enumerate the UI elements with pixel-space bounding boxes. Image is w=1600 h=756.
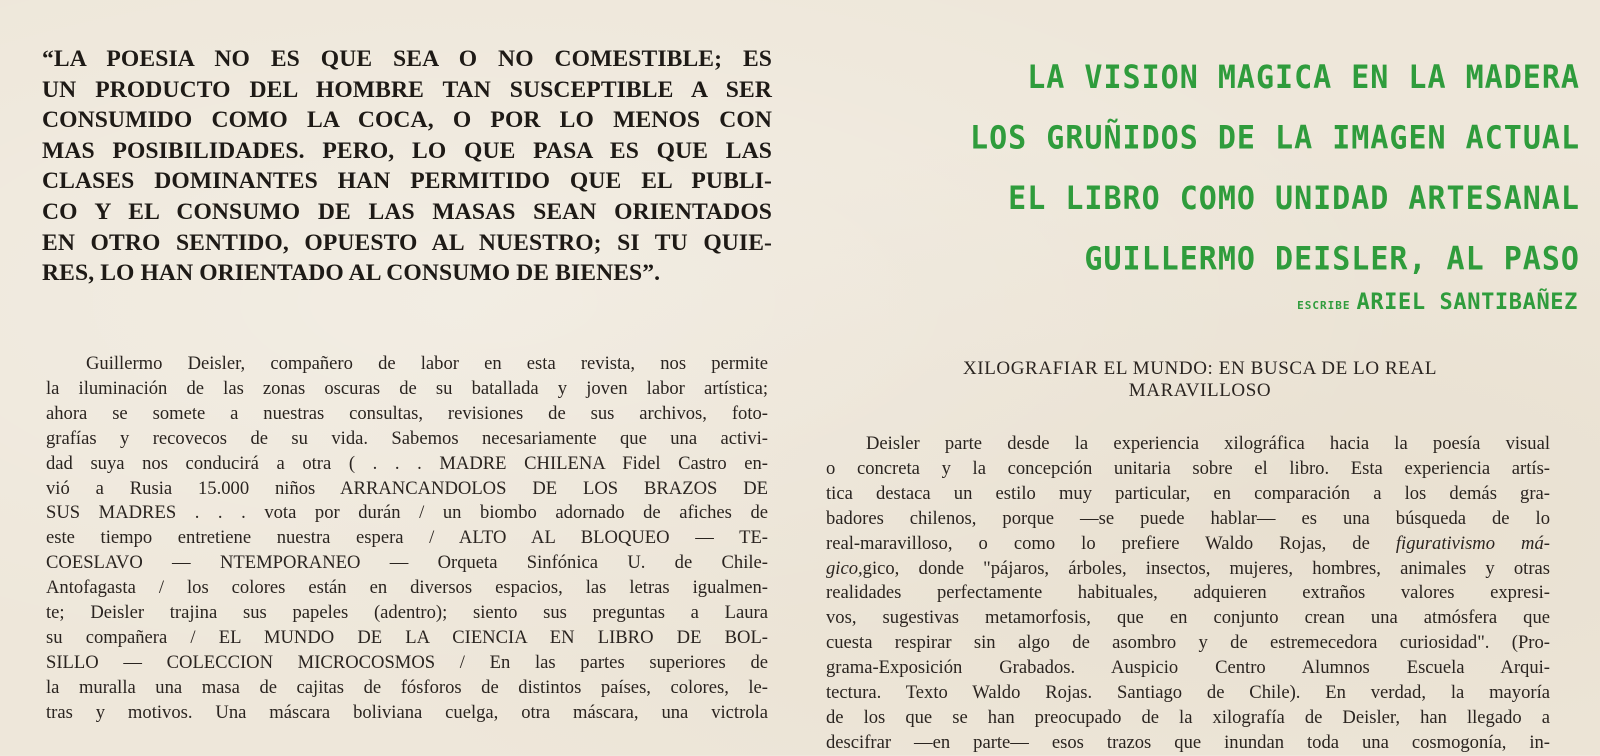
body-line: de los que se han preocupado de la xilografía de Deisler, han llegado a: [826, 706, 1550, 728]
article-body-right: [826, 432, 1550, 756]
body-line: Deisler parte desde la experiencia xilográfica hacia la poesía visual: [866, 433, 1550, 454]
body-line: este tiempo entretiene nuestra espera / ALTO AL BLOQUEO — TE-: [46, 527, 768, 549]
body-line: tectura. Texto Waldo Rojas. Santiago de Chile). En verdad, la mayoría: [826, 682, 1550, 704]
section-heading-line: XILOGRAFIAR EL MUNDO: EN BUSCA DE LO REAL: [962, 358, 1438, 379]
italic-phrase: figurativismo má-: [1395, 532, 1550, 554]
body-line: dad suya nos conducirá a otra ( . . . MADRE CHILENA Fidel Castro en-: [46, 452, 768, 474]
body-line: o concreta y la concepción unitaria sobre el libro. Esta experiencia artís-: [826, 457, 1550, 479]
italic-phrase: gico,: [826, 557, 863, 579]
quote-line: CO Y EL CONSUMO DE LAS MASAS SEAN ORIENTADOS: [42, 198, 772, 225]
quote-line: CLASES DOMINANTES HAN PERMITIDO QUE EL PUBLI-: [42, 168, 772, 195]
headline-line: EL LIBRO COMO UNIDAD ARTESANAL: [1008, 179, 1580, 218]
body-line: badores chilenos, porque —se puede hablar— es una búsqueda de lo: [826, 507, 1550, 529]
quote-line: RES, LO HAN ORIENTADO AL CONSUMO DE BIENES”.: [42, 260, 661, 287]
body-line: grafías y recovecos de su vida. Sabemos necesariamente que una activi-: [46, 427, 768, 449]
quote-line: EN OTRO SENTIDO, OPUESTO AL NUESTRO; SI TU QUIE-: [42, 229, 772, 256]
body-line: [826, 557, 1550, 582]
body-line: vos, sugestivas metamorfosis, que en conjunto crean una atmósfera que: [826, 607, 1550, 629]
body-line: la iluminación de las zonas oscuras de su batallada y joven labor artística;: [46, 377, 768, 399]
headline-line: GUILLERMO DEISLER, AL PASO: [1084, 240, 1580, 279]
body-line: su compañera / EL MUNDO DE LA CIENCIA EN LIBRO DE BOL-: [46, 626, 768, 648]
body-line: grama-Exposición Grabados. Auspicio Centro Alumnos Escuela Arqui-: [826, 657, 1550, 679]
body-line: vió a Rusia 15.000 niños ARRANCANDOLOS DE LOS BRAZOS DE: [46, 477, 768, 499]
body-line: cuesta respirar sin algo de asombro y de estremecedora curiosidad". (Pro-: [826, 632, 1550, 654]
section-heading: [860, 358, 1540, 402]
article-headline: [900, 48, 1580, 290]
section-heading-line: MARAVILLOSO: [1128, 380, 1272, 401]
body-line: [826, 532, 1550, 557]
body-line-text: gico, donde "pájaros, árboles, insectos, mujeres, hombres, animales y otras: [862, 557, 1550, 579]
headline-line: LA VISION MAGICA EN LA MADERA: [1027, 58, 1580, 97]
body-line: descifrar —en parte— esos trazos que inundan toda una cosmogonía, in-: [826, 731, 1550, 753]
body-line-text: real-maravilloso, o como lo prefiere Waldo Rojas, de: [826, 532, 1396, 554]
pull-quote: [42, 44, 772, 289]
quote-line: MAS POSIBILIDADES. PERO, LO QUE PASA ES QUE LAS: [42, 137, 772, 164]
byline-author: ARIEL SANTIBAÑEZ: [1356, 290, 1578, 315]
body-line: ahora se somete a nuestras consultas, revisiones de sus archivos, foto-: [46, 402, 768, 424]
body-line: Guillermo Deisler, compañero de labor en esta revista, nos permite: [86, 353, 768, 374]
body-line: SILLO — COLECCION MICROCOSMOS / En las partes superiores de: [46, 651, 768, 673]
body-line: tras y motivos. Una máscara boliviana cuelga, otra máscara, una victrola: [46, 701, 768, 723]
body-line: la muralla una masa de cajitas de fósforos de distintos países, colores, le-: [46, 676, 768, 698]
body-line: tica destaca un estilo muy particular, en comparación a los demás gra-: [826, 482, 1550, 504]
quote-line: UN PRODUCTO DEL HOMBRE TAN SUSCEPTIBLE A SER: [42, 76, 772, 103]
body-line: Antofagasta / los colores están en diversos espacios, las letras igualmen-: [46, 577, 768, 599]
quote-line: CONSUMIDO COMO LA COCA, O POR LO MENOS CON: [42, 107, 772, 134]
body-line: SUS MADRES . . . vota por durán / un biombo adornado de afiches de: [46, 502, 768, 524]
article-body-left: [46, 352, 768, 726]
body-line: te; Deisler trajina sus papeles (adentro); siento sus preguntas a Laura: [46, 602, 768, 624]
headline-line: LOS GRUÑIDOS DE LA IMAGEN ACTUAL: [970, 119, 1580, 158]
byline-prefix: ESCRIBE: [1297, 299, 1351, 312]
author-byline: [1297, 290, 1578, 315]
body-line: COESLAVO — NTEMPORANEO — Orqueta Sinfónica U. de Chile-: [46, 552, 768, 574]
quote-line: “LA POESIA NO ES QUE SEA O NO COMESTIBLE; ES: [42, 46, 772, 72]
body-line: realidades perfectamente habituales, adquieren extraños valores expresi-: [826, 582, 1550, 604]
